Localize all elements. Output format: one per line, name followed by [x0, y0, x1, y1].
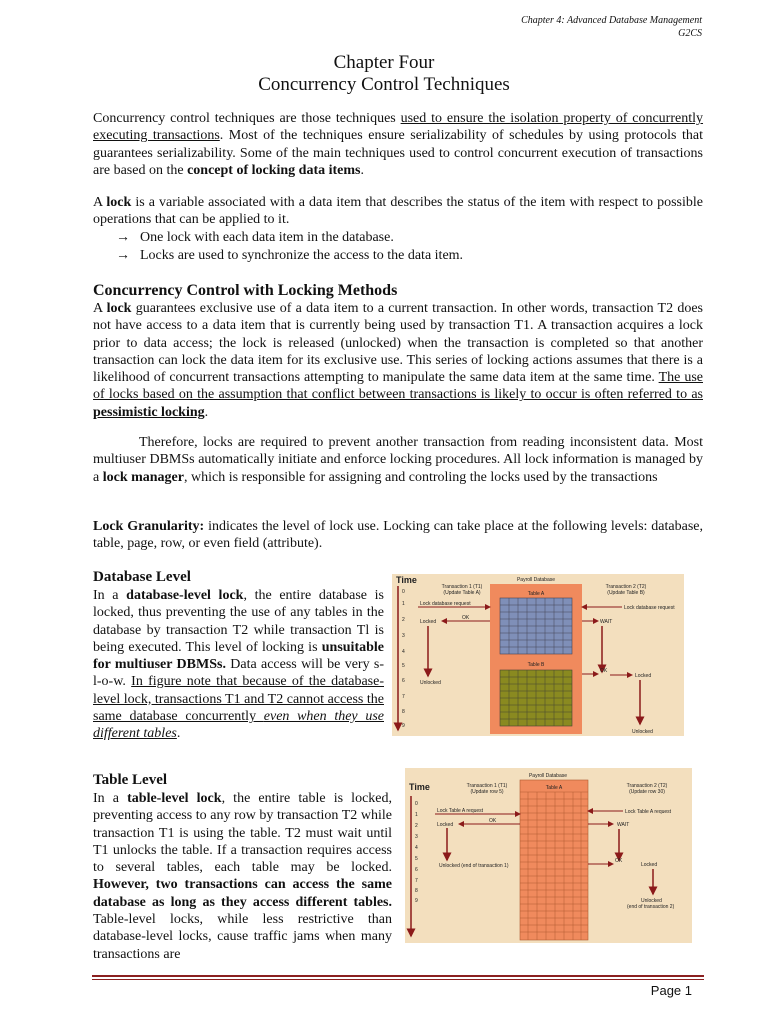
- p1-text-2: guarantees exclusive use of a data item to a current transaction. In other words, transaction T2 does not have access to a data item that is currently being used by transaction T1. A transaction acquires a lock prior to data access; the lock is released (unlocked) when the transaction is completed so that another transaction can lock the data item for its exclusive use. This series of locking actions assumes that there is a likelihood of concurrent transactions attempting to manipulate the same data item at the same time.: [93, 301, 703, 386]
- lock-manager-paragraph: [93, 434, 703, 486]
- section-heading-locking: Concurrency Control with Locking Methods: [93, 282, 398, 299]
- tick: 9: [415, 898, 418, 904]
- fig1-locked2: Locked: [635, 673, 652, 679]
- p1-bold: lock: [106, 301, 132, 316]
- granularity-text: indicates the level of lock use. Locking can take place at the following levels: database, table, page, row, or even field (attribute).: [93, 519, 703, 552]
- fig1-t1-label: Transaction 1 (T1): [441, 584, 483, 590]
- fig1-unlocked1: Unlocked: [420, 680, 441, 686]
- fig2-unlocked2b: (end of transaction 2): [627, 904, 675, 910]
- table-level-lock-figure: [405, 768, 692, 943]
- fig1-unlocked2: Unlocked: [632, 729, 653, 735]
- page-number: Page 1: [650, 983, 692, 998]
- fig2-ok2: OK: [615, 858, 623, 864]
- fig2-locked1: Locked: [437, 822, 454, 828]
- bullet-item: [116, 248, 463, 264]
- tick: 0: [402, 589, 405, 595]
- fig1-time-label: Time: [396, 575, 417, 585]
- p2-text-2: , which is responsible for assigning and controling the locks used by the transactions: [183, 469, 658, 485]
- tl-bold-2: However, two transactions can access the same database as long as they access different tables.: [93, 877, 392, 910]
- db-underline: In figure note that because of the database-level lock, transactions T1 and T2 cannot access the same database concurrently: [93, 674, 384, 725]
- tick: 6: [415, 867, 418, 873]
- lockdef-text-2: is a variable associated with a data item that describes the status of the item with respect to possible operations that can be applied to it.: [93, 195, 703, 228]
- chapter-title: Concurrency Control Techniques: [258, 74, 510, 95]
- bullet-item: [116, 230, 394, 246]
- bullet-text: Locks are used to synchronize the access to the data item.: [140, 248, 464, 263]
- fig2-ok1: OK: [489, 818, 497, 824]
- tick: 7: [415, 878, 418, 884]
- fig2-unlocked1: Unlocked (end of transaction 1): [439, 863, 509, 869]
- fig1-tableB-label: Table B: [527, 662, 545, 668]
- lockdef-text-1: A: [93, 195, 107, 210]
- tick: 9: [402, 723, 405, 729]
- database-lock-diagram: [392, 574, 684, 736]
- fig1-tableA-label: Table A: [527, 591, 545, 597]
- p1-underline: The use of locks based on the assumption that conflict between transactions is likely to occur is often referred to as: [93, 370, 703, 403]
- database-level-lock-figure: [392, 574, 684, 736]
- header-code: G2CS: [678, 28, 702, 39]
- fig2-tableA-label: Table A: [545, 785, 563, 791]
- fig2-time-label: Time: [409, 782, 430, 792]
- fig1-t2-sub: (Update Table B): [607, 590, 645, 596]
- intro-text-1: Concurrency control techniques are those techniques: [93, 111, 401, 126]
- arrow-icon: →: [116, 248, 130, 263]
- fig2-db-label: Payroll Database: [528, 773, 568, 779]
- tick: 1: [415, 812, 418, 818]
- tick: 0: [415, 801, 418, 807]
- table-a-box: [520, 780, 588, 940]
- database-level-paragraph: [93, 587, 384, 743]
- tick: 4: [402, 649, 405, 655]
- tick: 7: [402, 694, 405, 700]
- fig2-locked2: Locked: [641, 862, 658, 868]
- intro-text-2: . Most of the techniques ensure serializability of schedules by using protocols that guarantees serializability. Some of the main techniques used to control concurrent execution of transactions are based on the: [93, 128, 703, 178]
- fig1-time-ticks: [402, 589, 405, 729]
- fig1-db-label: Payroll Database: [516, 577, 556, 583]
- running-header: [521, 14, 702, 40]
- tick: 8: [415, 888, 418, 894]
- tick: 1: [402, 601, 405, 607]
- bullet-text: One lock with each data item in the database.: [140, 230, 394, 245]
- tick: 5: [415, 856, 418, 862]
- tl-text-3: Table-level locks, while less restrictive than database-level locks, cause traffic jams when many transactions are: [93, 912, 392, 962]
- fig1-ok2: OK: [600, 668, 608, 674]
- fig1-req2: Lock database request: [624, 605, 675, 611]
- arrow-icon: →: [116, 230, 130, 245]
- tick: 4: [415, 845, 418, 851]
- p1-pessimistic: pessimistic locking: [93, 404, 205, 420]
- locking-paragraph: [93, 300, 703, 421]
- db-text-1: In a: [93, 588, 127, 603]
- table-lock-diagram: [405, 768, 692, 943]
- tick: 6: [402, 678, 405, 684]
- tl-bold-1: table-level lock: [127, 791, 222, 806]
- intro-paragraph: [93, 110, 703, 179]
- fig2-wait: WAIT: [617, 822, 630, 828]
- fig1-ok1: OK: [462, 615, 470, 621]
- db-text-3: Data access will be very s-l-o-w.: [93, 657, 384, 690]
- db-italic: even when they use different tables: [93, 709, 384, 742]
- tl-text-1: In a: [93, 791, 128, 806]
- fig2-req2: Lock Table A request: [625, 809, 672, 815]
- tick: 2: [415, 823, 418, 829]
- tl-text-2: , the entire table is locked, preventing access to any row by transaction T2 while transaction T1 is using the table. T2 must wait until T1 unlocks the table. If a transaction requires access to several tables, each table may be locked.: [93, 791, 392, 876]
- granularity-label: Lock Granularity:: [93, 519, 205, 534]
- fig1-t1-sub: (Update Table A): [443, 590, 481, 596]
- tick: 8: [402, 709, 405, 715]
- granularity-paragraph: [93, 518, 703, 553]
- tick: 3: [402, 633, 405, 639]
- header-chapter: Chapter 4: Advanced Database Management: [521, 15, 702, 26]
- db-bold-2: unsuitable for multiuser DBMSs.: [93, 639, 384, 673]
- intro-text-3: .: [360, 162, 365, 178]
- p2-text-1: Therefore, locks are required to prevent another transaction from reading inconsistent data. Most multiuser DBMSs automatically initiate and enforce locking procedures. All lock information is managed by a: [93, 435, 703, 485]
- p1-text-3: .: [204, 404, 209, 420]
- fig2-unlocked2: Unlocked: [641, 898, 662, 904]
- fig1-wait: WAIT: [600, 619, 613, 625]
- p2-bold: lock manager: [102, 469, 184, 485]
- table-level-heading: Table Level: [93, 772, 168, 788]
- fig2-t2-label: Transaction 2 (T2): [626, 783, 668, 789]
- database-level-heading: Database Level: [93, 569, 191, 585]
- db-bold-1: database-level lock: [126, 588, 244, 603]
- footer-rule: [92, 975, 704, 977]
- fig2-req1: Lock Table A request: [437, 808, 484, 814]
- tick: 5: [402, 663, 405, 669]
- fig1-req1: Lock database request: [420, 601, 471, 607]
- fig1-locked1: Locked: [420, 619, 437, 625]
- lockdef-bold: lock: [106, 195, 132, 210]
- fig2-time-ticks: [415, 801, 418, 904]
- table-level-paragraph: [93, 790, 392, 963]
- footer-rule-thin: [92, 979, 704, 980]
- fig2-t1-label: Transaction 1 (T1): [466, 783, 508, 789]
- db-text-2: , the entire database is locked, thus preventing the use of any tables in the database by transaction T2 while transaction Tl is being executed. This level of locking is: [93, 588, 384, 655]
- intro-bold: concept of locking data items: [187, 162, 361, 178]
- db-text-4: .: [176, 726, 181, 742]
- tick: 2: [402, 617, 405, 623]
- p1-text-1: A: [93, 301, 107, 316]
- tick: 3: [415, 834, 418, 840]
- fig2-t1-sub: (Update row 5): [470, 789, 504, 795]
- lock-definition: [93, 194, 703, 229]
- fig2-t2-sub: (Update row 30): [629, 789, 665, 795]
- chapter-number: Chapter Four: [333, 52, 435, 73]
- intro-underline: used to ensure the isolation property of concurrently executing transactions: [93, 111, 704, 144]
- fig1-t2-label: Transaction 2 (T2): [605, 584, 647, 590]
